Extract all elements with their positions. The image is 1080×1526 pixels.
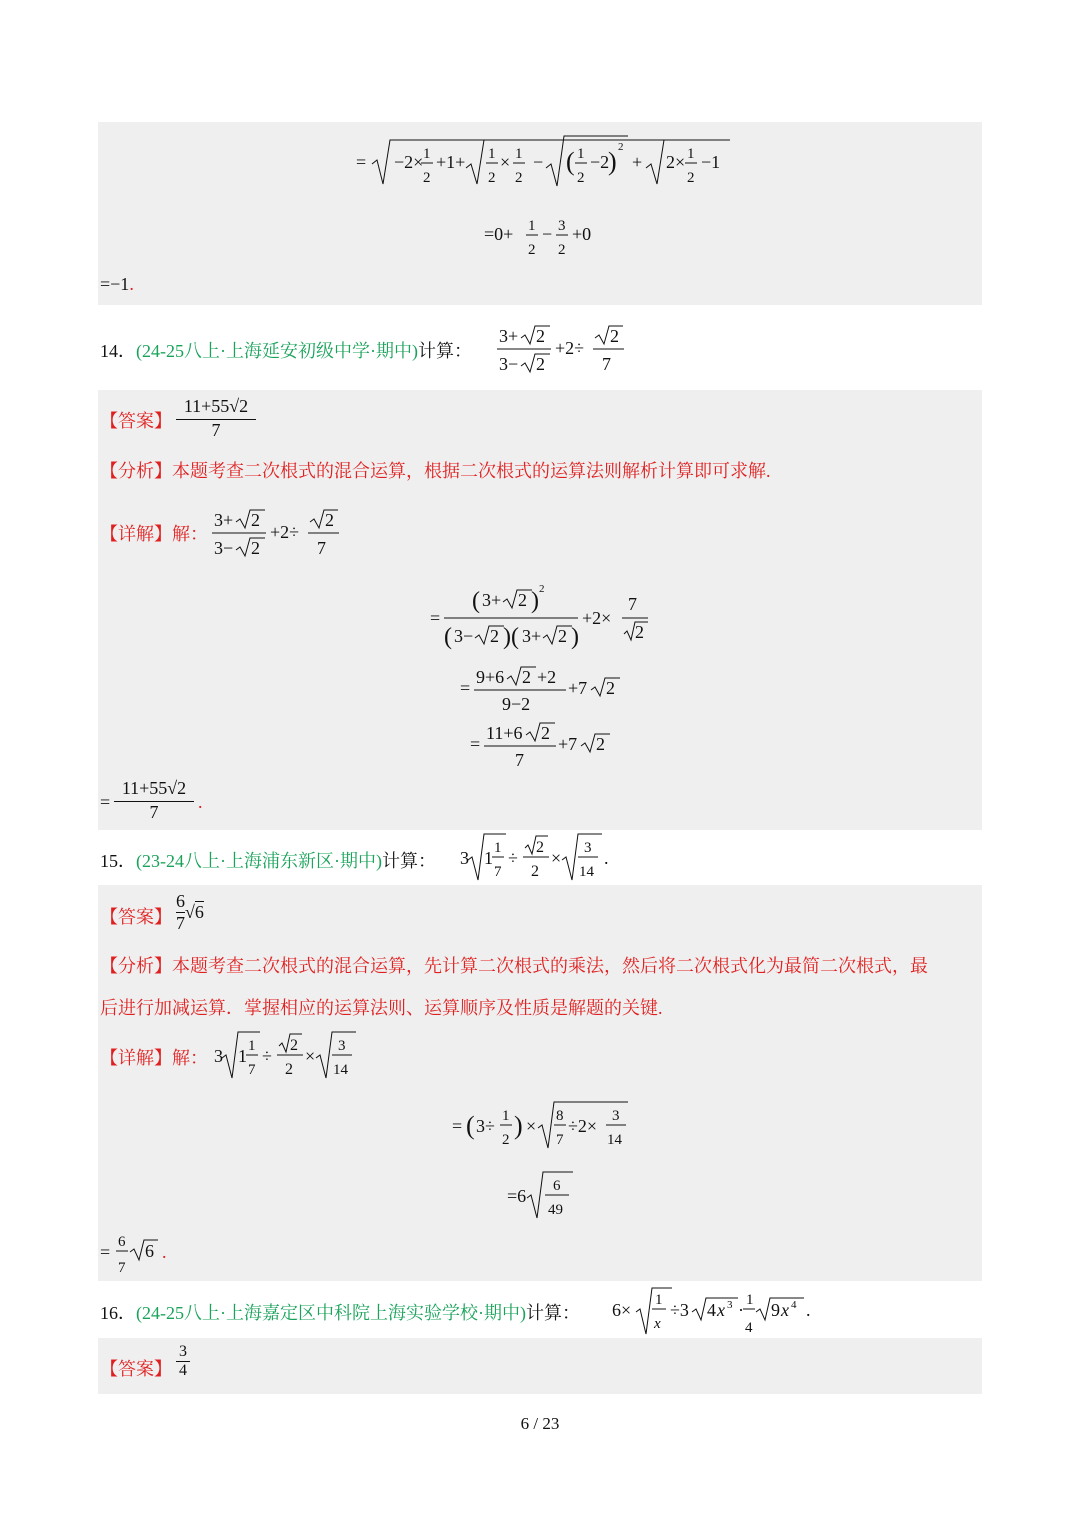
analysis-15-line2: 后进行加减运算．掌握相应的运算法则、运算顺序及性质是解题的关键. [100, 998, 663, 1018]
svg-text:+1+: +1+ [436, 152, 466, 172]
svg-text:7: 7 [118, 1260, 126, 1276]
result-text: =−1 [100, 274, 130, 294]
svg-text:2: 2 [522, 667, 531, 687]
svg-text:3−: 3− [214, 538, 234, 558]
svg-text:−: − [542, 224, 553, 244]
svg-text:−1: −1 [701, 152, 721, 172]
svg-text:−: − [533, 152, 544, 172]
svg-text:2: 2 [285, 1061, 293, 1078]
radicand: 6 [194, 902, 204, 922]
svg-text:2: 2 [502, 1132, 510, 1148]
denominator: 4 [179, 1362, 187, 1379]
svg-text:7: 7 [317, 538, 326, 558]
svg-text:2: 2 [515, 170, 523, 186]
sqrt-sign: √ [185, 902, 195, 922]
svg-text:×: × [305, 1046, 316, 1066]
numerator: 6 [176, 891, 185, 911]
analysis-15 [100, 952, 928, 978]
svg-text:=6: =6 [507, 1186, 527, 1206]
svg-text:3: 3 [460, 848, 469, 868]
svg-text:2: 2 [606, 678, 615, 698]
question-source: (24-25八上·上海延安初级中学·期中) [136, 341, 418, 361]
svg-text:x: x [654, 1316, 661, 1332]
svg-text:2: 2 [251, 510, 260, 530]
svg-text:2: 2 [558, 626, 567, 646]
svg-text:): ) [608, 147, 617, 176]
svg-text:.: . [604, 848, 609, 868]
svg-text:3−: 3− [454, 626, 474, 646]
svg-text:3: 3 [558, 218, 566, 234]
period: . [129, 274, 134, 294]
svg-text:2: 2 [558, 242, 566, 258]
calc-label: 计算： [381, 851, 436, 871]
question-16 [100, 1299, 580, 1325]
svg-text:7: 7 [248, 1062, 256, 1078]
svg-text:1: 1 [423, 146, 431, 162]
svg-text:(: ( [466, 1111, 475, 1140]
svg-text:+7: +7 [568, 678, 588, 698]
svg-text:2: 2 [290, 1037, 298, 1054]
svg-text:+: + [632, 152, 643, 172]
analysis-14 [100, 457, 771, 483]
final-eq-14: = [100, 792, 111, 812]
question-15 [100, 847, 436, 873]
question-14-expression [495, 320, 630, 376]
calc-label: 计算： [417, 341, 472, 361]
svg-text:2: 2 [490, 626, 499, 646]
svg-text:2: 2 [518, 590, 527, 610]
svg-text:2: 2 [528, 242, 536, 258]
answer-label: 【答案】 [100, 411, 172, 431]
svg-text:14: 14 [333, 1062, 348, 1078]
denominator: 7 [211, 420, 221, 440]
svg-text:.: . [162, 1242, 167, 1262]
svg-text:4: 4 [707, 1300, 716, 1320]
question-source: (23-24八上·上海浦东新区·期中) [136, 851, 382, 871]
step-14-2 [458, 662, 628, 718]
svg-text:+0: +0 [572, 224, 592, 244]
svg-text:3: 3 [727, 1299, 733, 1311]
answer-16 [100, 1355, 172, 1381]
svg-text:2: 2 [536, 354, 545, 374]
numerator: 11+55√2 [114, 778, 194, 802]
svg-text:×: × [526, 1116, 537, 1136]
svg-text:2: 2 [251, 538, 260, 558]
math-line-13a [350, 132, 730, 192]
solve-label: 解： [172, 1048, 208, 1068]
analysis-label: 【分析】 [100, 956, 172, 976]
svg-text:=: = [470, 734, 481, 754]
answer-15-value [176, 891, 204, 934]
svg-text:): ) [514, 1111, 523, 1140]
analysis-text-1: 本题考查二次根式的混合运算，先计算二次根式的乘法，然后将二次根式化为最简二次根式，最 [172, 956, 928, 976]
answer-label: 【答案】 [100, 1359, 172, 1379]
final-15 [98, 1228, 178, 1278]
svg-text:÷: ÷ [508, 848, 518, 868]
detail-label: 【详解】 [100, 524, 172, 544]
answer-label: 【答案】 [100, 907, 172, 927]
svg-text:+2÷: +2÷ [555, 338, 585, 358]
svg-text:1: 1 [494, 840, 502, 856]
detail-15 [100, 1044, 208, 1070]
detail-label: 【详解】 [100, 1048, 172, 1068]
svg-text:1: 1 [655, 1292, 663, 1308]
svg-text:7: 7 [494, 864, 502, 880]
svg-text:9−2: 9−2 [502, 694, 531, 714]
svg-text:2: 2 [635, 622, 644, 642]
question-number: 15． [100, 851, 136, 871]
svg-text:3+: 3+ [499, 326, 519, 346]
svg-text:1: 1 [484, 848, 493, 868]
svg-text:2: 2 [423, 170, 431, 186]
solution-block-16 [98, 1338, 982, 1394]
question-16-expression [610, 1284, 820, 1340]
question-source: (24-25八上·上海嘉定区中科院上海实验学校·期中) [136, 1303, 526, 1323]
answer-14 [100, 407, 172, 433]
question-14 [100, 337, 472, 363]
svg-text:(: ( [444, 624, 452, 650]
svg-text:1: 1 [528, 218, 536, 234]
svg-text:2: 2 [536, 839, 544, 856]
svg-text:−2: −2 [590, 152, 610, 172]
numerator: 11+55√2 [176, 396, 256, 420]
svg-text:1: 1 [238, 1046, 247, 1066]
answer-16-fraction [176, 1343, 190, 1380]
math-line-13b [480, 210, 610, 260]
svg-text:3: 3 [338, 1038, 346, 1054]
svg-text:x: x [781, 1300, 789, 1320]
step-15-1 [450, 1098, 640, 1154]
svg-text:1: 1 [687, 146, 695, 162]
step-15-2 [505, 1168, 585, 1224]
svg-text:2: 2 [325, 510, 334, 530]
svg-text:11+6: 11+6 [486, 723, 523, 743]
svg-text:+7: +7 [558, 734, 578, 754]
svg-text:1: 1 [746, 1292, 754, 1308]
svg-text:4: 4 [791, 1299, 797, 1311]
svg-text:14: 14 [579, 864, 594, 880]
svg-text:7: 7 [556, 1132, 564, 1148]
svg-text:2: 2 [539, 583, 545, 595]
svg-text:14: 14 [607, 1132, 622, 1148]
svg-text:): ) [531, 588, 539, 614]
svg-text:÷3: ÷3 [670, 1300, 689, 1320]
question-15-expression [456, 830, 616, 886]
svg-text:(: ( [472, 588, 480, 614]
svg-text:÷2×: ÷2× [568, 1116, 598, 1136]
final-14-fraction [114, 778, 194, 823]
answer-14-fraction [176, 396, 256, 441]
svg-text:6: 6 [553, 1178, 561, 1194]
svg-text:3+: 3+ [522, 626, 542, 646]
svg-text:1: 1 [488, 146, 496, 162]
answer-15 [100, 903, 172, 929]
svg-text:2: 2 [596, 734, 605, 754]
svg-text:9+6: 9+6 [476, 667, 505, 687]
question-number: 14． [100, 341, 136, 361]
svg-text:6: 6 [145, 1241, 154, 1261]
svg-text:=: = [452, 1116, 463, 1136]
denominator: 7 [149, 802, 159, 822]
svg-text:=: = [356, 152, 367, 172]
svg-text:7: 7 [628, 594, 637, 614]
final-period-14: . [198, 792, 203, 812]
svg-text:=: = [460, 678, 471, 698]
svg-text:2×: 2× [666, 152, 686, 172]
svg-text:+2×: +2× [582, 608, 612, 628]
svg-text:6: 6 [118, 1234, 126, 1250]
svg-text:3: 3 [584, 840, 592, 856]
svg-text:2: 2 [531, 863, 539, 880]
denominator: 7 [176, 913, 185, 933]
solve-label: 解： [172, 524, 208, 544]
numerator: 3 [176, 1343, 190, 1362]
svg-text:3÷: 3÷ [476, 1116, 495, 1136]
svg-text:9: 9 [771, 1300, 780, 1320]
svg-text:·: · [738, 1300, 744, 1320]
step-14-1 [428, 580, 658, 660]
svg-text:1: 1 [248, 1038, 256, 1054]
svg-text:=: = [100, 1242, 111, 1262]
svg-text:3: 3 [214, 1046, 223, 1066]
svg-text:)(: )( [503, 624, 519, 650]
svg-text:2: 2 [577, 170, 585, 186]
svg-text:+2÷: +2÷ [270, 522, 300, 542]
svg-text:3−: 3− [499, 354, 519, 374]
svg-text:(: ( [566, 147, 575, 176]
final-result-13 [100, 274, 134, 295]
svg-text:=0+: =0+ [484, 224, 514, 244]
svg-text:6×: 6× [612, 1300, 632, 1320]
svg-text:+2: +2 [537, 667, 557, 687]
svg-text:49: 49 [548, 1202, 563, 1218]
svg-text:2: 2 [618, 141, 624, 153]
svg-text:.: . [806, 1300, 811, 1320]
page-number: 6 / 23 [520, 1414, 560, 1433]
svg-text:x: x [717, 1300, 725, 1320]
svg-text:3+: 3+ [214, 510, 234, 530]
question-number: 16． [100, 1303, 136, 1323]
svg-text:2: 2 [687, 170, 695, 186]
svg-text:×: × [500, 152, 511, 172]
detail-14 [100, 520, 208, 546]
detail-14-expression [210, 504, 345, 560]
svg-text:÷: ÷ [262, 1046, 272, 1066]
analysis-text: 本题考查二次根式的混合运算，根据二次根式的运算法则解析计算即可求解. [172, 461, 771, 481]
svg-text:2: 2 [610, 326, 619, 346]
svg-text:3+: 3+ [482, 590, 502, 610]
svg-text:=: = [430, 608, 441, 628]
svg-text:×: × [551, 848, 562, 868]
svg-text:2: 2 [536, 326, 545, 346]
analysis-label: 【分析】 [100, 461, 172, 481]
svg-text:1: 1 [502, 1108, 510, 1124]
svg-text:8: 8 [556, 1108, 564, 1124]
svg-text:4: 4 [745, 1320, 753, 1336]
svg-text:1: 1 [515, 146, 523, 162]
svg-text:7: 7 [515, 750, 524, 770]
svg-text:7: 7 [602, 354, 611, 374]
svg-text:1: 1 [577, 146, 585, 162]
svg-text:2: 2 [488, 170, 496, 186]
detail-15-expression [210, 1028, 360, 1084]
svg-text:2: 2 [541, 723, 550, 743]
step-14-3 [468, 718, 618, 774]
svg-text:): ) [571, 624, 579, 650]
svg-text:3: 3 [612, 1108, 620, 1124]
svg-text:−2×: −2× [394, 152, 424, 172]
calc-label: 计算： [525, 1303, 580, 1323]
